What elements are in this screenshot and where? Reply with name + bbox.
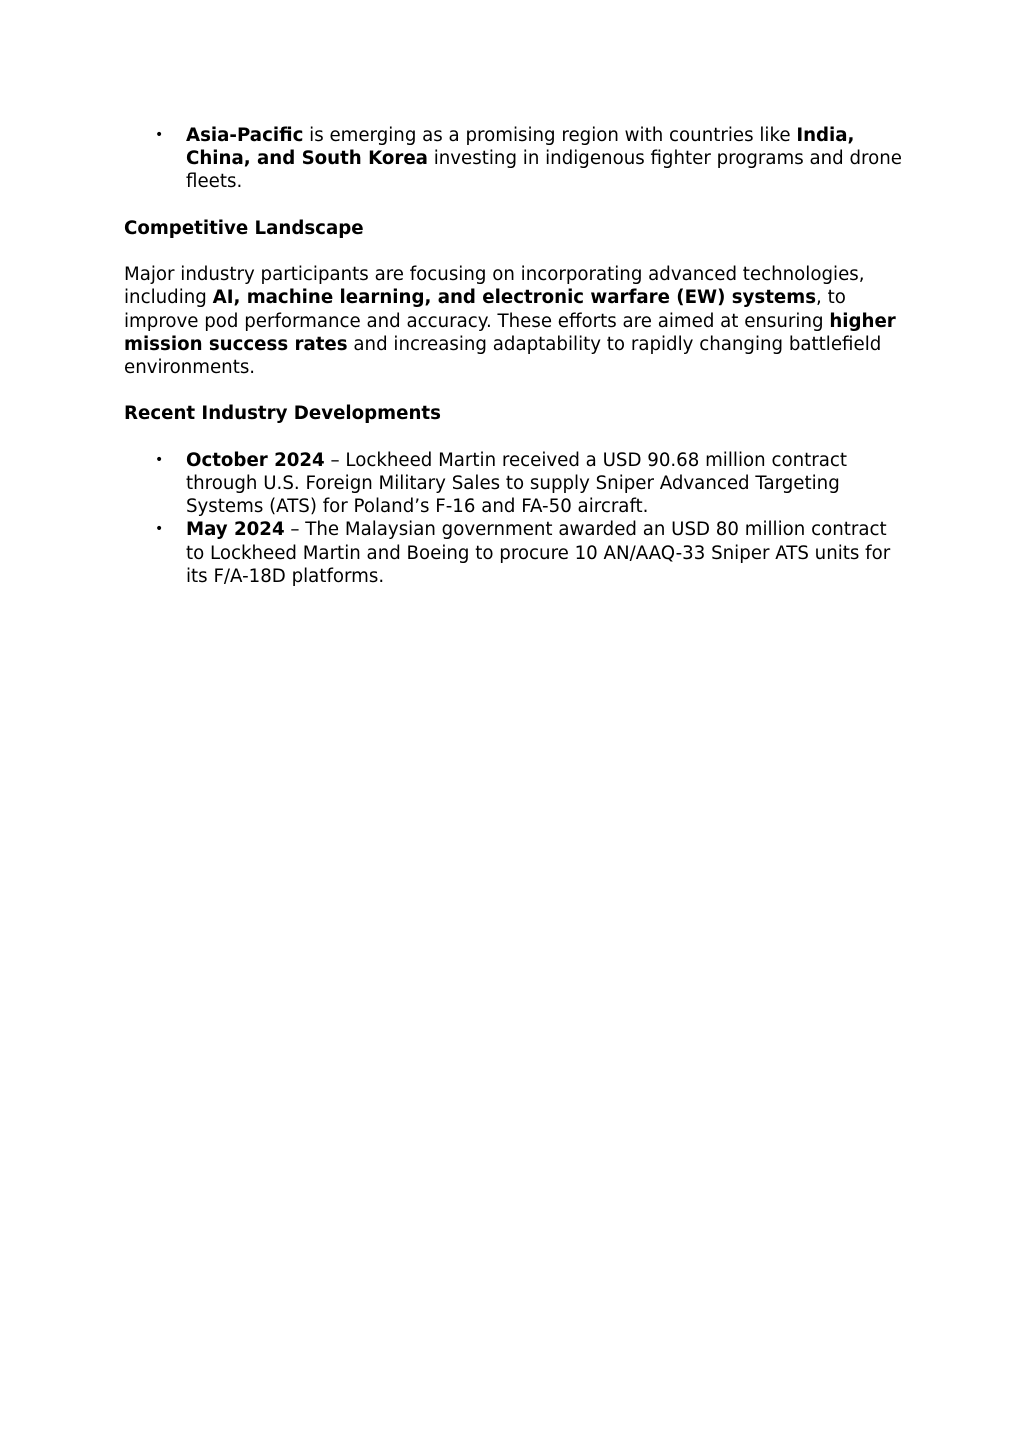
- section-heading-competitive: Competitive Landscape: [124, 217, 364, 239]
- region-name: Asia-Pacific: [186, 125, 304, 146]
- list-item: [124, 449, 904, 519]
- development-date: October 2024: [186, 449, 325, 471]
- document-page: [124, 124, 904, 588]
- bullet-icon: •: [155, 127, 164, 143]
- development-text: – Lockheed Martin received a USD 90.68 million contract through U.S. Foreign Military Sales to supply Sniper Advanced Targeting Systems (ATS) for Poland’s F-16 and FA-50 aircraft.: [186, 449, 847, 518]
- list-item-text: is emerging as a promising region with countries like: [303, 125, 797, 146]
- developments-list: [124, 449, 904, 588]
- paragraph-text: Major industry participants are focusing on incorporating advanced technologies, including: [124, 264, 865, 309]
- competitive-paragraph: [124, 263, 904, 379]
- region-list: [124, 124, 904, 194]
- list-item: [124, 518, 904, 588]
- paragraph-text: and increasing adaptability to rapidly changing battlefield environments.: [124, 333, 882, 378]
- list-item-text: investing in indigenous fighter programs and drone fleets.: [186, 148, 902, 193]
- paragraph-text: , to improve pod performance and accuracy. These efforts are aimed at ensuring: [124, 287, 846, 332]
- development-text: – The Malaysian government awarded an USD 80 million contract to Lockheed Martin and Boeing to procure 10 AN/AAQ-33 Sniper ATS units for its F/A-18D platforms.: [186, 519, 891, 587]
- technologies-highlight: AI, machine learning, and electronic warfare (EW) systems: [212, 287, 817, 309]
- development-date: May 2024: [186, 519, 285, 541]
- section-heading-developments: Recent Industry Developments: [124, 403, 441, 425]
- bullet-icon: •: [155, 451, 164, 468]
- mission-highlight: higher mission success rates: [124, 310, 896, 355]
- bullet-icon: •: [155, 521, 164, 538]
- list-item: [124, 124, 904, 194]
- country-names: India, China, and South Korea: [186, 125, 855, 170]
